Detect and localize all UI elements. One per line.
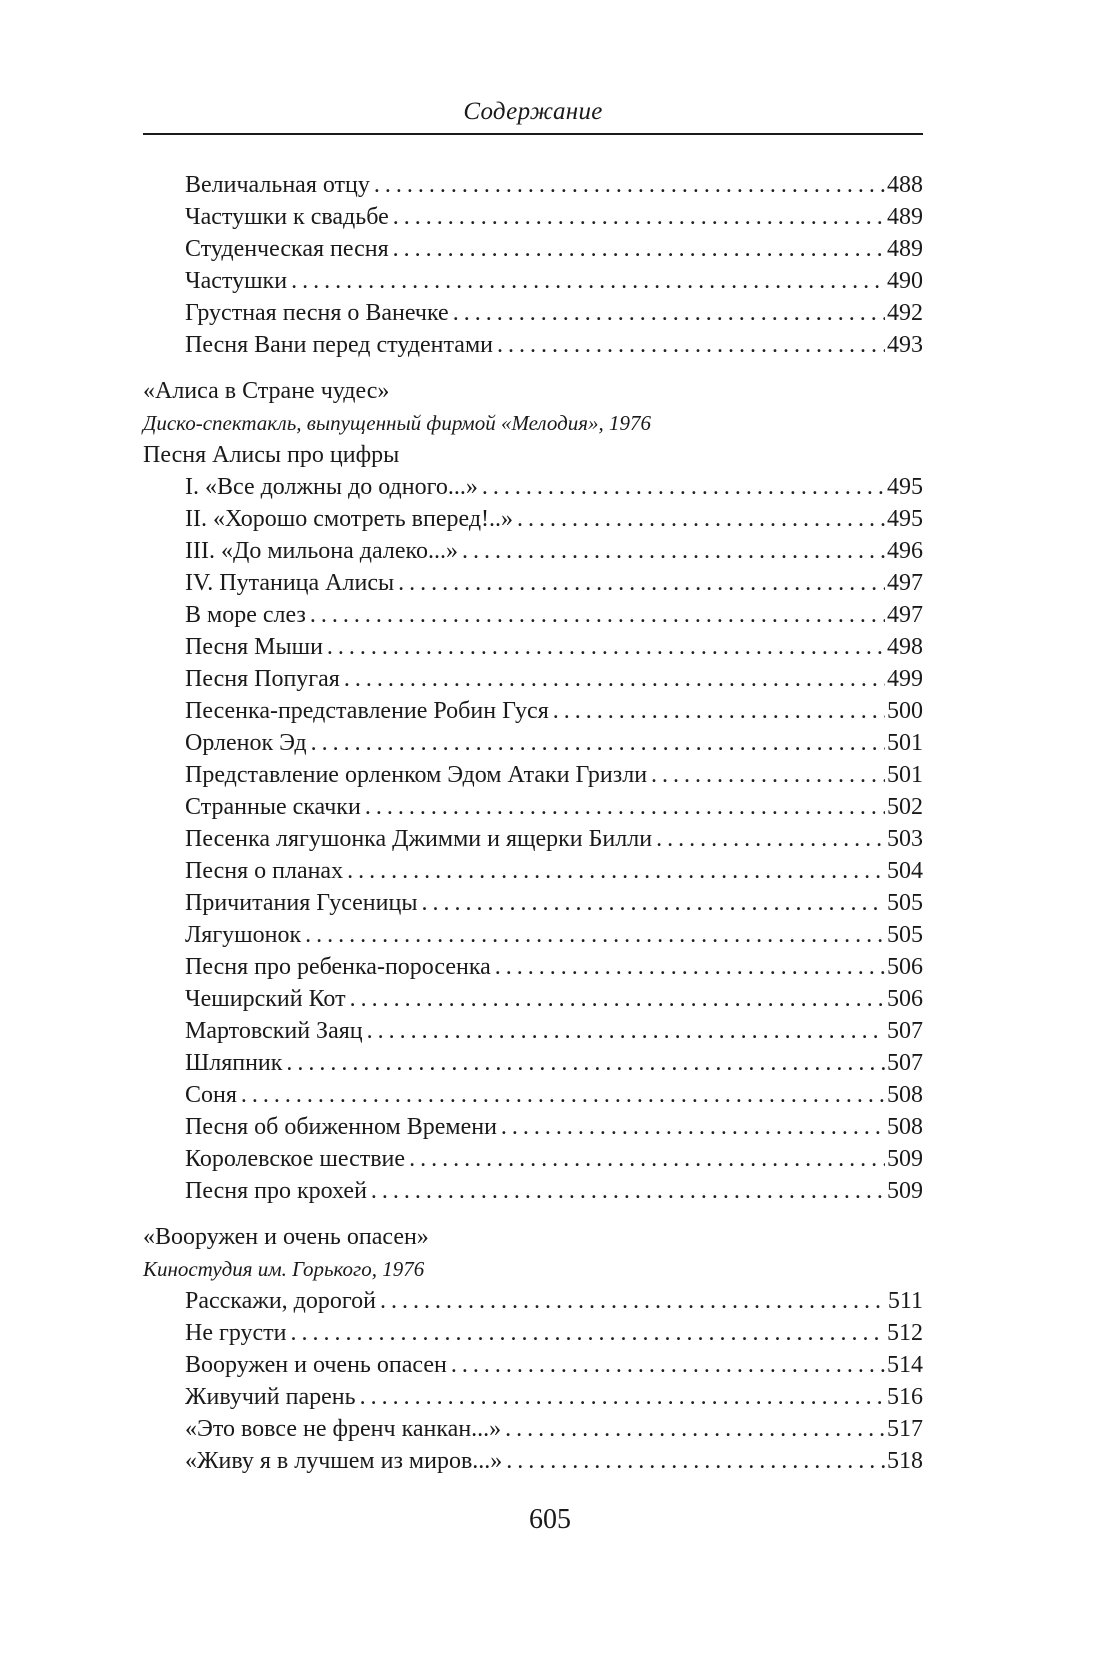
toc-entry-page: 498 (887, 634, 923, 660)
header-rule (143, 133, 923, 135)
dot-leader (241, 1079, 885, 1111)
dot-leader (398, 567, 885, 599)
toc-entry-page: 517 (887, 1416, 923, 1442)
dot-leader (421, 887, 885, 919)
toc-entry-page: 507 (887, 1050, 923, 1076)
toc-entry[interactable] (143, 1015, 923, 1047)
toc-entry-page: 495 (887, 474, 923, 500)
dot-leader (393, 201, 885, 233)
toc-entry[interactable] (143, 233, 923, 265)
toc-entry-page: 500 (887, 698, 923, 724)
dot-leader (374, 169, 885, 201)
dot-leader (365, 791, 885, 823)
toc-entry-page: 495 (887, 506, 923, 532)
dot-leader (380, 1285, 886, 1317)
toc-entry-page: 512 (887, 1320, 923, 1346)
toc-entry[interactable] (143, 919, 923, 951)
toc-entry[interactable] (143, 567, 923, 599)
section-spacer (143, 361, 923, 375)
toc-entry-title: Песня Мыши (185, 634, 323, 660)
toc-entry-title: Чеширский Кот (185, 986, 346, 1012)
toc-entry-page: 504 (887, 858, 923, 884)
toc-entry-title: III. «До мильона далеко...» (185, 538, 458, 564)
toc-entry-title: «Живу я в лучшем из миров...» (185, 1448, 503, 1474)
toc-entry-title: Песня о планах (185, 858, 344, 884)
toc-entry-title: Мартовский Заяц (185, 1018, 363, 1044)
dot-leader (409, 1143, 885, 1175)
toc-entry-page: 493 (887, 332, 923, 358)
toc-entry-title: Песня про ребенка-поросенка (185, 954, 491, 980)
dot-leader (360, 1381, 885, 1413)
toc-entry-title: Не грусти (185, 1320, 287, 1346)
toc-entry-title: Лягушонок (185, 922, 302, 948)
toc-entry-page: 503 (887, 826, 923, 852)
toc-entry[interactable] (143, 1349, 923, 1381)
dot-leader (517, 503, 885, 535)
toc-entry[interactable] (143, 695, 923, 727)
toc-entry[interactable] (143, 503, 923, 535)
toc-entry-title: Песня об обиженном Времени (185, 1114, 497, 1140)
toc-entry-title: Шляпник (185, 1050, 283, 1076)
dot-leader (371, 1175, 885, 1207)
toc-entry-title: IV. Путаница Алисы (185, 570, 395, 596)
toc-entry-title: Песня Вани перед студентами (185, 332, 493, 358)
toc-entry[interactable] (143, 471, 923, 503)
toc-entry-page: 518 (887, 1448, 923, 1474)
toc-entry[interactable] (143, 1079, 923, 1111)
dot-leader (347, 855, 885, 887)
toc-entry-title: Причитания Гусеницы (185, 890, 418, 916)
dot-leader (505, 1413, 885, 1445)
section-subheading: Песня Алисы про цифры (143, 442, 400, 468)
dot-leader (393, 233, 885, 265)
toc-entry-title: Представление орленком Эдом Атаки Гризли (185, 762, 648, 788)
toc-entry-title: Соня (185, 1082, 237, 1108)
dot-leader (497, 329, 885, 361)
toc-entry-page: 506 (887, 986, 923, 1012)
toc-entry[interactable] (143, 265, 923, 297)
dot-leader (291, 265, 885, 297)
toc-entry-title: В море слез (185, 602, 306, 628)
toc-entry-page: 501 (887, 762, 923, 788)
toc-entry[interactable] (143, 1111, 923, 1143)
toc-entry-title: Вооружен и очень опасен (185, 1352, 447, 1378)
toc-entry[interactable] (143, 1047, 923, 1079)
section-title: «Вооружен и очень опасен» (143, 1224, 429, 1250)
toc-entry-page: 509 (887, 1146, 923, 1172)
toc-entry-page: 516 (887, 1384, 923, 1410)
toc-entry-title: Частушки (185, 268, 288, 294)
toc-entry-title: II. «Хорошо смотреть вперед!..» (185, 506, 514, 532)
toc-entry[interactable] (143, 791, 923, 823)
dot-leader (553, 695, 885, 727)
toc-entry[interactable] (143, 329, 923, 361)
dot-leader (482, 471, 885, 503)
dot-leader (453, 297, 885, 329)
toc-entry[interactable] (143, 759, 923, 791)
toc-entry-page: 488 (887, 172, 923, 198)
toc-entry-title: Грустная песня о Ванечке (185, 300, 449, 326)
section-subtitle: Диско-спектакль, выпущенный фирмой «Мелодия», 1976 (143, 411, 651, 435)
toc-entry-page: 506 (887, 954, 923, 980)
dot-leader (344, 663, 885, 695)
toc-entry[interactable] (143, 297, 923, 329)
toc-entry[interactable] (143, 887, 923, 919)
toc-entry[interactable] (143, 1381, 923, 1413)
toc-entry-title: Странные скачки (185, 794, 361, 820)
toc-entry[interactable] (143, 1445, 923, 1477)
toc-entry-page: 489 (887, 236, 923, 262)
toc-entry[interactable] (143, 663, 923, 695)
dot-leader (311, 727, 885, 759)
toc-entry-page: 501 (887, 730, 923, 756)
toc-entry-title: Величальная отцу (185, 172, 370, 198)
dot-leader (462, 535, 885, 567)
toc-entry-title: «Это вовсе не френч канкан...» (185, 1416, 502, 1442)
table-of-contents (143, 169, 923, 1477)
toc-entry[interactable] (143, 169, 923, 201)
section-title: «Алиса в Стране чудес» (143, 378, 390, 404)
toc-entry[interactable] (143, 823, 923, 855)
toc-entry[interactable] (143, 855, 923, 887)
toc-entry-title: Песенка лягушонка Джимми и ящерки Билли (185, 826, 653, 852)
dot-leader (501, 1111, 885, 1143)
toc-entry-title: Песенка-представление Робин Гуся (185, 698, 549, 724)
toc-entry-page: 508 (887, 1114, 923, 1140)
dot-leader (327, 631, 885, 663)
toc-entry[interactable] (143, 727, 923, 759)
toc-entry-page: 514 (887, 1352, 923, 1378)
dot-leader (506, 1445, 885, 1477)
toc-entry-page: 508 (887, 1082, 923, 1108)
page-number: 605 (529, 1504, 571, 1535)
toc-entry[interactable] (143, 1413, 923, 1445)
toc-entry[interactable] (143, 1175, 923, 1207)
toc-entry[interactable] (143, 951, 923, 983)
dot-leader (656, 823, 885, 855)
toc-entry-page: 497 (887, 602, 923, 628)
dot-leader (651, 759, 885, 791)
toc-entry[interactable] (143, 201, 923, 233)
toc-entry-title: Живучий парень (185, 1384, 356, 1410)
dot-leader (495, 951, 885, 983)
toc-entry-title: Расскажи, дорогой (185, 1288, 376, 1314)
dot-leader (310, 599, 885, 631)
toc-entry-page: 489 (887, 204, 923, 230)
toc-entry-title: Песня про крохей (185, 1178, 367, 1204)
toc-entry[interactable] (143, 1143, 923, 1175)
dot-leader (451, 1349, 885, 1381)
toc-entry-page: 505 (887, 922, 923, 948)
toc-entry-page: 507 (887, 1018, 923, 1044)
toc-entry-page: 496 (887, 538, 923, 564)
toc-entry-title: Частушки к свадьбе (185, 204, 389, 230)
toc-entry-title: Королевское шествие (185, 1146, 406, 1172)
toc-entry-title: Студенческая песня (185, 236, 389, 262)
toc-entry-title: I. «Все должны до одного...» (185, 474, 478, 500)
toc-entry-page: 499 (887, 666, 923, 692)
toc-entry-page: 502 (887, 794, 923, 820)
toc-entry[interactable] (143, 599, 923, 631)
toc-entry-page: 490 (887, 268, 923, 294)
dot-leader (291, 1317, 886, 1349)
dot-leader (350, 983, 885, 1015)
dot-leader (286, 1047, 885, 1079)
toc-entry-page: 497 (887, 570, 923, 596)
toc-entry-page: 505 (887, 890, 923, 916)
toc-entry-title: Орленок Эд (185, 730, 307, 756)
section-spacer (143, 1207, 923, 1221)
running-header: Содержание (463, 98, 603, 125)
dot-leader (367, 1015, 885, 1047)
toc-entry-page: 511 (887, 1288, 923, 1314)
toc-entry[interactable] (143, 1285, 923, 1317)
section-subtitle: Киностудия им. Горького, 1976 (143, 1257, 425, 1281)
toc-entry[interactable] (143, 535, 923, 567)
toc-entry[interactable] (143, 983, 923, 1015)
toc-entry-page: 509 (887, 1178, 923, 1204)
toc-entry[interactable] (143, 1317, 923, 1349)
dot-leader (305, 919, 885, 951)
toc-entry[interactable] (143, 631, 923, 663)
toc-entry-page: 492 (887, 300, 923, 326)
toc-entry-title: Песня Попугая (185, 666, 340, 692)
